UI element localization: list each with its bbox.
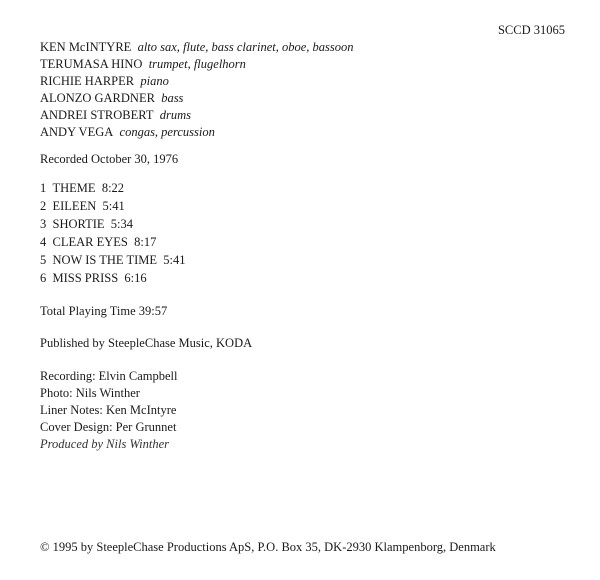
musician-instruments: bass (161, 91, 184, 105)
catalog-number: SCCD 31065 (497, 23, 565, 37)
track-number: 6 (40, 271, 47, 285)
credit-item: Cover Design: Per Grunnet (40, 420, 177, 434)
track-item (40, 270, 147, 286)
producer-credit: Produced by Nils Winther (40, 437, 170, 451)
musician-name: ALONZO GARDNER (40, 91, 155, 105)
track-item (40, 198, 125, 214)
track-title: CLEAR EYES (52, 235, 128, 249)
credit-item: Liner Notes: Ken McIntyre (40, 403, 177, 417)
track-item (40, 252, 186, 268)
track-time: 5:34 (110, 217, 134, 231)
personnel-item (40, 73, 169, 89)
track-item (40, 180, 124, 196)
track-title: THEME (52, 181, 96, 195)
track-title: MISS PRISS (52, 271, 119, 285)
track-number: 3 (40, 217, 47, 231)
recording-date: Recorded October 30, 1976 (40, 152, 179, 166)
track-time: 8:22 (101, 181, 125, 195)
track-time: 6:16 (124, 271, 147, 285)
musician-instruments: drums (159, 108, 192, 122)
track-title: NOW IS THE TIME (52, 253, 158, 267)
musician-instruments: congas, percussion (119, 125, 215, 139)
personnel-item (40, 39, 354, 55)
personnel-item (40, 107, 191, 123)
musician-name: ANDY VEGA (40, 125, 114, 139)
track-time: 5:41 (102, 199, 125, 213)
track-time: 8:17 (134, 235, 157, 249)
personnel-item (40, 56, 246, 72)
track-item (40, 234, 156, 250)
track-title: EILEEN (52, 199, 97, 213)
track-number: 1 (40, 181, 47, 195)
publisher: Published by SteepleChase Music, KODA (40, 336, 253, 350)
track-number: 2 (40, 199, 47, 213)
musician-name: KEN McINTYRE (40, 40, 132, 54)
musician-instruments: piano (140, 74, 169, 88)
total-playing-time: Total Playing Time 39:57 (40, 304, 168, 318)
personnel-item (40, 90, 183, 106)
credit-item: Recording: Elvin Campbell (40, 369, 178, 383)
musician-name: RICHIE HARPER (40, 74, 135, 88)
musician-name: TERUMASA HINO (40, 57, 143, 71)
musician-name: ANDREI STROBERT (40, 108, 154, 122)
track-number: 5 (40, 253, 47, 267)
track-title: SHORTIE (52, 217, 105, 231)
musician-instruments: alto sax, flute, bass clarinet, oboe, bassoon (137, 40, 354, 54)
track-time: 5:41 (163, 253, 186, 267)
musician-instruments: trumpet, flugelhorn (148, 57, 246, 71)
track-item (40, 216, 133, 232)
copyright-notice: © 1995 by SteepleChase Productions ApS, P.O. Box 35, DK-2930 Klampenborg, Denmark (40, 540, 496, 554)
personnel-item (40, 124, 215, 140)
track-number: 4 (40, 235, 47, 249)
credit-item: Photo: Nils Winther (40, 386, 140, 400)
